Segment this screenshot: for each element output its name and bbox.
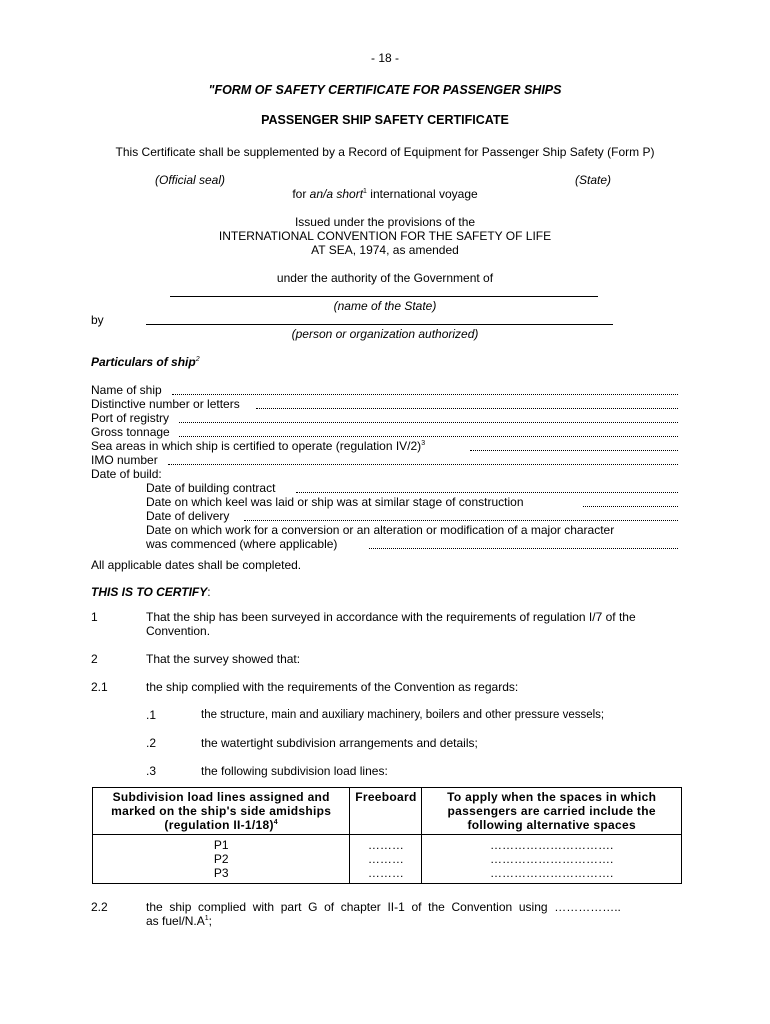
- supplement-note: This Certificate shall be supplemented by a Record of Equipment for Passenger Ship Safety (Form P): [115, 145, 655, 159]
- load-lines-header: [93, 788, 350, 835]
- subitem-1-text: the structure, main and auxiliary machinery, boilers and other pressure vessels;: [201, 709, 605, 721]
- footnote-ref: 1: [363, 188, 367, 195]
- item-2-2-number: 2.2: [91, 900, 108, 914]
- delivery-date-field[interactable]: [244, 520, 678, 521]
- certificate-title: PASSENGER SHIP SAFETY CERTIFICATE: [261, 113, 509, 127]
- header-line: marked on the ship's side amidships: [111, 804, 332, 818]
- by-label: by: [91, 313, 104, 327]
- freeboard-value[interactable]: ………: [367, 852, 404, 866]
- page-number: - 18 -: [370, 51, 399, 65]
- gross-tonnage-label: Gross tonnage: [91, 425, 170, 439]
- port-of-registry-field[interactable]: [179, 422, 678, 423]
- header-line: passengers are carried include the: [447, 804, 656, 818]
- freeboard-value[interactable]: ………: [367, 838, 404, 852]
- name-of-ship-field[interactable]: [172, 394, 678, 395]
- official-seal-label: (Official seal): [155, 173, 226, 187]
- footnote-ref: 4: [273, 819, 278, 826]
- gross-tonnage-field[interactable]: [179, 436, 678, 437]
- conversion-date-field[interactable]: [369, 548, 678, 549]
- spaces-value[interactable]: ………………………….: [490, 852, 614, 866]
- subitem-3-number: .3: [146, 764, 157, 778]
- header-line: [96, 818, 346, 832]
- load-line-value: P1: [213, 838, 229, 852]
- item-2-1-text: the ship complied with the requirements of the Convention as regards:: [146, 680, 519, 694]
- footnote-ref: 1: [204, 915, 209, 922]
- load-line-value: P2: [213, 852, 229, 866]
- state-label: (State): [575, 173, 612, 187]
- building-contract-label: Date of building contract: [146, 481, 276, 495]
- item-2-text: That the survey showed that:: [146, 652, 301, 666]
- authorized-person-line[interactable]: [146, 324, 613, 325]
- certify-heading-text: THIS IS TO CERTIFY: [91, 585, 208, 599]
- footnote-ref: 3: [421, 440, 426, 447]
- person-org-label: (person or organization authorized): [291, 327, 479, 341]
- load-line-value: P3: [213, 866, 229, 880]
- keel-date-field[interactable]: [583, 506, 678, 507]
- particulars-heading-text: Particulars of ship: [91, 355, 196, 369]
- voyage-line: [0, 187, 770, 201]
- building-contract-field[interactable]: [296, 492, 678, 493]
- subitem-2-text: the watertight subdivision arrangements and details;: [201, 736, 478, 750]
- subitem-3-text: the following subdivision load lines:: [201, 764, 388, 778]
- item-2-number: 2: [91, 652, 98, 666]
- spaces-value[interactable]: ………………………….: [490, 866, 614, 880]
- item-1-number: 1: [91, 610, 98, 624]
- freeboard-cell[interactable]: [350, 835, 422, 884]
- table-header-row: [93, 788, 682, 835]
- spaces-cell[interactable]: [422, 835, 682, 884]
- keel-date-label: Date on which keel was laid or ship was at similar stage of construction: [146, 495, 524, 509]
- item-1-text-1: That the ship has been surveyed in accordance with the requirements of regulation I/7 of the: [146, 610, 636, 624]
- item-2-2-text-2: [146, 914, 212, 928]
- voyage-suffix: international voyage: [366, 187, 478, 201]
- imo-number-field[interactable]: [168, 464, 678, 465]
- conversion-date-label-1: Date on which work for a conversion or an alteration or modification of a major character: [146, 523, 615, 537]
- voyage-prefix: for: [292, 187, 310, 201]
- delivery-date-label: Date of delivery: [146, 509, 230, 523]
- alternative-spaces-header: [422, 788, 682, 835]
- table-row: [93, 835, 682, 884]
- item-2-2-fuel-text: as fuel/N.A: [146, 914, 205, 928]
- subitem-2-number: .2: [146, 736, 157, 750]
- subitem-1-number: .1: [146, 708, 157, 722]
- certify-colon: :: [207, 585, 211, 599]
- state-name-line[interactable]: [170, 296, 598, 297]
- item-2-2-end: ;: [208, 914, 212, 928]
- sea-areas-label: [91, 439, 425, 453]
- conversion-date-label-2: was commenced (where applicable): [146, 537, 338, 551]
- header-line: following alternative spaces: [467, 818, 636, 832]
- issued-line-1: Issued under the provisions of the: [294, 215, 476, 229]
- port-of-registry-label: Port of registry: [91, 411, 170, 425]
- freeboard-header: Freeboard: [350, 788, 422, 835]
- certify-heading: [91, 585, 211, 599]
- header-line-text: (regulation II-1/18): [164, 818, 274, 832]
- form-title: "FORM OF SAFETY CERTIFICATE FOR PASSENGER SHIPS: [208, 83, 562, 97]
- imo-number-label: IMO number: [91, 453, 158, 467]
- freeboard-value[interactable]: ………: [367, 866, 404, 880]
- date-of-build-label: Date of build:: [91, 467, 162, 481]
- load-lines-table: [92, 787, 682, 884]
- spaces-value[interactable]: ………………………….: [490, 838, 614, 852]
- header-line: To apply when the spaces in which: [447, 790, 657, 804]
- applicable-dates-note: All applicable dates shall be completed.: [91, 558, 302, 572]
- distinctive-number-field[interactable]: [256, 408, 678, 409]
- item-2-2-text-1: the ship complied with part G of chapter II-1 of the Convention using ……………..: [146, 900, 621, 914]
- sea-areas-text: Sea areas in which ship is certified to operate (regulation IV/2): [91, 439, 422, 453]
- issued-line-2: INTERNATIONAL CONVENTION FOR THE SAFETY OF LIFE: [218, 229, 552, 243]
- item-2-1-number: 2.1: [91, 680, 108, 694]
- sea-areas-field[interactable]: [470, 450, 678, 451]
- particulars-heading: [91, 355, 200, 369]
- load-line-cell: [93, 835, 350, 884]
- issued-line-3: AT SEA, 1974, as amended: [311, 243, 459, 257]
- name-of-ship-label: Name of ship: [91, 383, 162, 397]
- authority-line: under the authority of the Government of: [276, 271, 494, 285]
- distinctive-number-label: Distinctive number or letters: [91, 397, 240, 411]
- item-1-text-2: Convention.: [146, 624, 211, 638]
- voyage-type: an/a short: [309, 187, 364, 201]
- footnote-ref: 2: [195, 356, 200, 363]
- name-of-state-label: (name of the State): [333, 299, 437, 313]
- header-line: Subdivision load lines assigned and: [112, 790, 330, 804]
